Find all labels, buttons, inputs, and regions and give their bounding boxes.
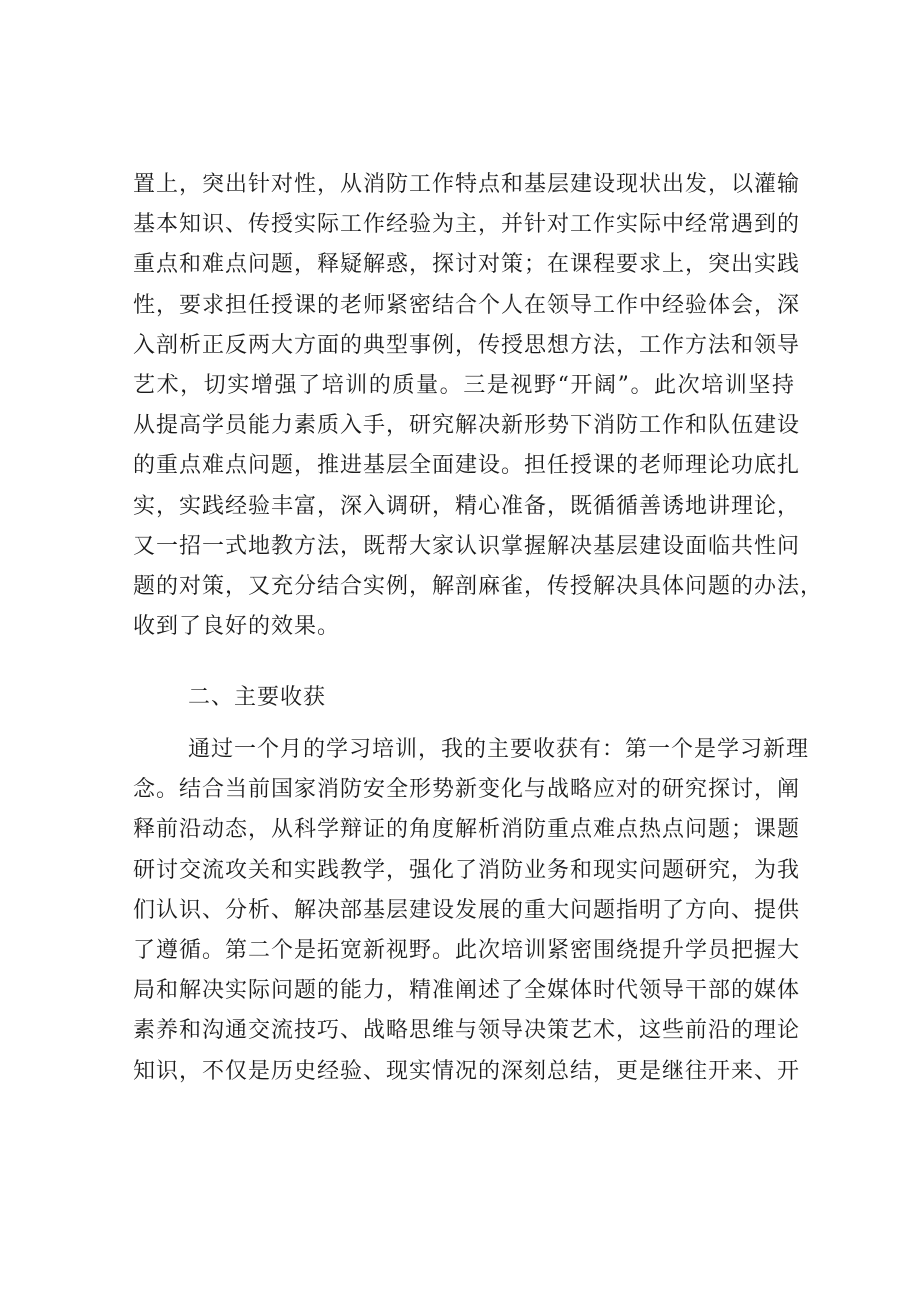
paragraph-line: 性，要求担任授课的老师紧密结合个人在领导工作中经验体会，深 [133,292,801,318]
paragraph-line: 念。结合当前国家消防安全形势新变化与战略应对的研究探讨，阐 [133,777,801,803]
paragraph-line: 又一招一式地教方法，既帮大家认识掌握解决基层建设面临共性问 [133,533,801,559]
paragraph-line: 了遵循。第二个是拓宽新视野。此次培训紧密围绕提升学员把握大 [133,937,801,963]
paragraph-line: 题的对策，又充分结合实例，解剖麻雀，传授解决具体问题的办法， [133,573,824,599]
paragraph-line: 通过一个月的学习培训，我的主要收获有：第一个是学习新理 [188,737,810,762]
paragraph-line: 入剖析正反两大方面的典型事例，传授思想方法，工作方法和领导 [133,332,801,358]
paragraph-line: 们认识、分析、解决部基层建设发展的重大问题指明了方向、提供 [133,897,801,923]
paragraph-line: 艺术，切实增强了培训的质量。三是视野“开阔”。此次培训坚持 [133,372,795,398]
paragraph-line: 研讨交流攻关和实践教学，强化了消防业务和现实问题研究，为我 [133,857,801,883]
paragraph-line: 基本知识、传授实际工作经验为主，并针对工作实际中经常遇到的 [133,212,801,238]
section-heading-block [133,678,795,718]
paragraph-line: 素养和沟通交流技巧、战略思维与领导决策艺术，这些前沿的理论 [133,1018,801,1044]
paragraph-line: 收到了良好的效果。 [133,614,341,640]
paragraph-line: 实，实践经验丰富，深入调研，精心准备，既循循善诱地讲理论， [133,493,801,519]
paragraph-line: 的重点难点问题，推进基层全面建设。担任授课的老师理论功底扎 [133,453,801,479]
section-heading: 二、主要收获 [188,685,327,710]
paragraph-line: 重点和难点问题，释疑解惑，探讨对策；在课程要求上，突出实践 [133,252,801,278]
paragraph-1 [133,165,824,647]
paragraph-2 [133,730,810,1092]
paragraph-line: 从提高学员能力素质入手，研究解决新形势下消防工作和队伍建设 [133,413,801,439]
paragraph-line: 知识，不仅是历史经验、现实情况的深刻总结，更是继往开来、开 [133,1058,801,1084]
paragraph-line: 释前沿动态，从科学辩证的角度解析消防重点难点热点问题；课题 [133,817,801,843]
paragraph-line: 置上，突出针对性，从消防工作特点和基层建设现状出发，以灌输 [133,172,801,197]
paragraph-line: 局和解决实际问题的能力，精准阐述了全媒体时代领导干部的媒体 [133,978,801,1004]
